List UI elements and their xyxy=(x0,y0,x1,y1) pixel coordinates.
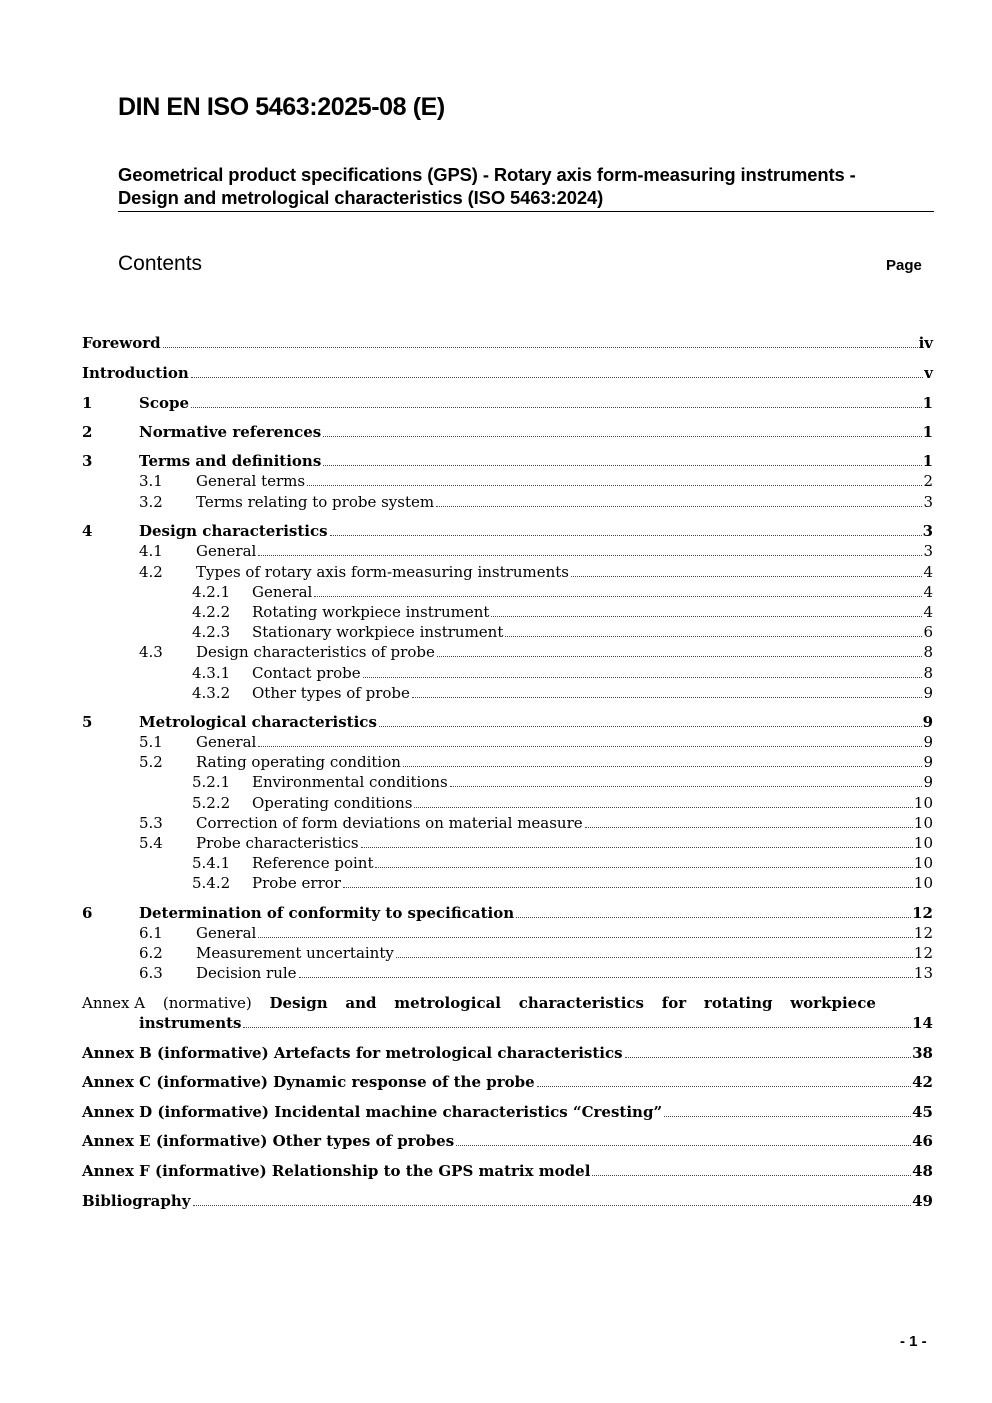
toc-entry-title: Design characteristics of probe xyxy=(196,643,435,661)
toc-entry[interactable] xyxy=(82,1131,933,1151)
toc-entry-title: Operating conditions xyxy=(252,794,413,812)
contents-heading: Contents xyxy=(118,252,203,275)
dot-leader xyxy=(258,746,922,747)
toc-entry-title: Scope xyxy=(139,394,190,412)
annex-a-kind: (normative) xyxy=(162,994,252,1012)
dot-leader xyxy=(396,957,913,958)
dot-leader xyxy=(414,807,912,808)
toc-entry-page: 46 xyxy=(912,1132,933,1150)
toc-entry-number: 4.2 xyxy=(139,563,163,581)
toc-entry-title: Metrological characteristics xyxy=(139,713,377,731)
toc-entry[interactable] xyxy=(82,622,933,642)
toc-entry-number: 3.1 xyxy=(139,472,163,490)
toc-entry-page: 4 xyxy=(923,603,933,621)
toc-entry[interactable] xyxy=(82,521,933,541)
toc-entry-page: 4 xyxy=(923,563,933,581)
toc-entry[interactable] xyxy=(82,582,933,602)
toc-entry-page: 10 xyxy=(913,854,933,872)
toc-entry-number: 5.1 xyxy=(139,733,163,751)
toc-entry-number: 4.2.3 xyxy=(192,623,231,641)
toc-entry-number: 4.3 xyxy=(139,643,163,661)
toc-entry-number: 4.1 xyxy=(139,542,163,560)
toc-entry[interactable] xyxy=(82,853,933,873)
toc-entry-page: 48 xyxy=(912,1162,933,1180)
dot-leader xyxy=(343,887,913,888)
toc-entry[interactable] xyxy=(82,793,933,813)
document-title: DIN EN ISO 5463:2025-08 (E) xyxy=(118,93,445,121)
toc-entry[interactable] xyxy=(82,772,933,792)
dot-leader xyxy=(592,1175,911,1176)
toc-entry[interactable] xyxy=(82,642,933,662)
toc-entry-number: 5.2.1 xyxy=(192,773,231,791)
toc-entry-page: 4 xyxy=(923,583,933,601)
toc-entry-number: 1 xyxy=(82,394,93,412)
toc-entry-title: Design characteristics xyxy=(139,522,328,540)
subtitle-line-1: Geometrical product specifications (GPS) - Rotary axis form-measuring instruments - xyxy=(118,164,856,185)
dot-leader xyxy=(330,535,922,536)
toc-entry[interactable] xyxy=(82,333,933,353)
dot-leader xyxy=(193,1205,912,1206)
toc-entry-title: instruments xyxy=(139,1014,242,1032)
dot-leader xyxy=(191,407,922,408)
dot-leader xyxy=(537,1086,911,1087)
toc-entry-title: Decision rule xyxy=(196,964,297,982)
toc-entry-number: 5.2 xyxy=(139,753,163,771)
toc-entry-page: 9 xyxy=(923,733,933,751)
toc-entry-title: Probe characteristics xyxy=(196,834,359,852)
toc-entry-title: Other types of probe xyxy=(252,684,410,702)
dot-leader xyxy=(299,977,913,978)
annex-a-word: characteristics xyxy=(518,994,645,1012)
toc-entry-page: 12 xyxy=(912,904,933,922)
toc-entry[interactable] xyxy=(82,732,933,752)
toc-entry-page: 13 xyxy=(913,964,933,982)
toc-entry[interactable] xyxy=(82,1191,933,1211)
toc-entry[interactable] xyxy=(82,752,933,772)
toc-entry-page: 38 xyxy=(912,1044,933,1062)
annex-a-word: workpiece xyxy=(790,994,876,1012)
toc-entry-title: Types of rotary axis form-measuring instruments xyxy=(196,563,569,581)
toc-entry-page: 3 xyxy=(922,522,933,540)
toc-entry-page: 2 xyxy=(923,472,933,490)
toc-entry-title: Contact probe xyxy=(252,664,361,682)
toc-entry-page: 3 xyxy=(923,542,933,560)
toc-entry[interactable] xyxy=(82,1161,933,1181)
dot-leader xyxy=(450,786,923,787)
dot-leader xyxy=(412,697,923,698)
toc-entry-annex-a[interactable] xyxy=(82,993,876,1013)
dot-leader xyxy=(379,726,922,727)
toc-entry-page: 10 xyxy=(913,834,933,852)
toc-entry-page: 3 xyxy=(923,493,933,511)
dot-leader xyxy=(243,1027,911,1028)
toc-entry-page: 8 xyxy=(923,664,933,682)
toc-entry-title: Bibliography xyxy=(82,1192,191,1210)
toc-entry[interactable] xyxy=(82,562,933,582)
page-column-label: Page xyxy=(886,257,922,274)
toc-entry-page: 1 xyxy=(922,423,933,441)
dot-leader xyxy=(505,636,922,637)
toc-entry-title: General xyxy=(196,542,257,560)
annex-a-word: Design xyxy=(269,994,328,1012)
dot-leader xyxy=(571,576,922,577)
dot-leader xyxy=(664,1116,911,1117)
toc-entry-page: 9 xyxy=(922,713,933,731)
toc-entry[interactable] xyxy=(82,1102,933,1122)
toc-entry-number: 6.2 xyxy=(139,944,163,962)
toc-entry-title: Measurement uncertainty xyxy=(196,944,394,962)
toc-entry-title: Determination of conformity to specification xyxy=(139,904,515,922)
toc-entry[interactable] xyxy=(82,422,933,442)
toc-entry-number: 4.3.2 xyxy=(192,684,231,702)
toc-entry-page: 9 xyxy=(923,773,933,791)
toc-entry-page: 49 xyxy=(912,1192,933,1210)
toc-entry[interactable] xyxy=(82,663,933,683)
toc-entry-page: 9 xyxy=(923,684,933,702)
toc-entry-title: Foreword xyxy=(82,334,161,352)
toc-entry-number: 5.4.2 xyxy=(192,874,231,892)
toc-entry[interactable] xyxy=(82,963,933,983)
toc-entry-title: Terms and definitions xyxy=(139,452,322,470)
toc-entry-page: v xyxy=(924,364,933,382)
toc-entry-title: Annex F (informative) Relationship to the GPS matrix model xyxy=(82,1162,591,1180)
toc-entry-number: 4.3.1 xyxy=(192,664,231,682)
dot-leader xyxy=(191,377,923,378)
toc-entry[interactable] xyxy=(139,1013,933,1033)
toc-entry-number: 2 xyxy=(82,423,93,441)
toc-entry-title: Annex B (informative) Artefacts for metrological characteristics xyxy=(82,1044,623,1062)
toc-entry-page: 10 xyxy=(913,794,933,812)
toc-entry-number: 5.4 xyxy=(139,834,163,852)
toc-entry[interactable] xyxy=(82,923,933,943)
toc-entry-page: iv xyxy=(918,334,933,352)
toc-entry[interactable] xyxy=(82,683,933,703)
toc-entry-title: Correction of form deviations on material measure xyxy=(196,814,583,832)
dot-leader xyxy=(307,485,922,486)
toc-entry-title: Annex C (informative) Dynamic response of the probe xyxy=(82,1073,535,1091)
toc-entry-page: 10 xyxy=(913,874,933,892)
toc-entry[interactable] xyxy=(82,363,933,383)
toc-entry-number: 3 xyxy=(82,452,93,470)
dot-leader xyxy=(625,1057,912,1058)
page-number: - 1 - xyxy=(900,1333,927,1350)
toc-entry-page: 45 xyxy=(912,1103,933,1121)
dot-leader xyxy=(163,347,918,348)
toc-entry-title: General terms xyxy=(196,472,306,490)
annex-a-word: rotating xyxy=(703,994,773,1012)
toc-entry[interactable] xyxy=(82,813,933,833)
toc-entry-number: 5 xyxy=(82,713,93,731)
toc-entry[interactable] xyxy=(82,943,933,963)
toc-entry[interactable] xyxy=(82,393,933,413)
dot-leader xyxy=(491,616,922,617)
toc-entry-title: Environmental conditions xyxy=(252,773,448,791)
toc-entry-title: General xyxy=(196,733,257,751)
toc-entry-page: 10 xyxy=(913,814,933,832)
toc-entry[interactable] xyxy=(82,492,933,512)
toc-entry-number: 4.2.1 xyxy=(192,583,231,601)
annex-a-word: metrological xyxy=(394,994,501,1012)
toc-entry-title: Annex D (informative) Incidental machine characteristics “Cresting” xyxy=(82,1103,663,1121)
dot-leader xyxy=(323,465,921,466)
toc-entry-title: Probe error xyxy=(252,874,341,892)
dot-leader xyxy=(516,917,911,918)
toc-entry-title: Rating operating condition xyxy=(196,753,401,771)
annex-a-label: Annex A xyxy=(82,994,146,1012)
toc-entry[interactable] xyxy=(82,451,933,471)
toc-entry-number: 6.3 xyxy=(139,964,163,982)
toc-entry-page: 9 xyxy=(923,753,933,771)
toc-entry-page: 8 xyxy=(923,643,933,661)
annex-a-word: and xyxy=(345,994,377,1012)
toc-entry[interactable] xyxy=(82,873,933,893)
toc-entry-number: 5.2.2 xyxy=(192,794,231,812)
toc-entry-title: General xyxy=(196,924,257,942)
toc-entry-page: 1 xyxy=(922,394,933,412)
dot-leader xyxy=(437,656,923,657)
dot-leader xyxy=(314,596,922,597)
toc-entry-page: 6 xyxy=(923,623,933,641)
toc-entry-title: Stationary workpiece instrument xyxy=(252,623,504,641)
toc-entry[interactable] xyxy=(82,833,933,853)
annex-a-word: for xyxy=(661,994,687,1012)
subtitle-line-2: Design and metrological characteristics (ISO 5463:2024) xyxy=(118,187,604,208)
dot-leader xyxy=(363,677,923,678)
toc-entry-title: Introduction xyxy=(82,364,189,382)
toc-entry[interactable] xyxy=(82,602,933,622)
toc-entry-title: General xyxy=(252,583,313,601)
toc-entry[interactable] xyxy=(82,541,933,561)
dot-leader xyxy=(323,436,921,437)
dot-leader xyxy=(361,847,913,848)
toc-entry-page: 42 xyxy=(912,1073,933,1091)
toc-entry[interactable] xyxy=(82,471,933,491)
toc-entry-page: 1 xyxy=(922,452,933,470)
dot-leader xyxy=(436,506,922,507)
toc-entry-title: Rotating workpiece instrument xyxy=(252,603,490,621)
toc-entry-title: Normative references xyxy=(139,423,322,441)
toc-entry-number: 5.4.1 xyxy=(192,854,231,872)
toc-entry-title: Reference point xyxy=(252,854,374,872)
toc-entry-number: 4 xyxy=(82,522,93,540)
toc-entry[interactable] xyxy=(82,1072,933,1092)
dot-leader xyxy=(585,827,913,828)
toc-entry-title: Annex E (informative) Other types of probes xyxy=(82,1132,455,1150)
toc-entry[interactable] xyxy=(82,903,933,923)
dot-leader xyxy=(258,555,922,556)
dot-leader xyxy=(456,1145,911,1146)
toc-entry-page: 12 xyxy=(913,944,933,962)
toc-entry-number: 3.2 xyxy=(139,493,163,511)
dot-leader xyxy=(258,937,913,938)
dot-leader xyxy=(375,867,912,868)
toc-entry[interactable] xyxy=(82,712,933,732)
dot-leader xyxy=(403,766,923,767)
toc-entry[interactable] xyxy=(82,1043,933,1063)
toc-entry-number: 5.3 xyxy=(139,814,163,832)
toc-entry-number: 4.2.2 xyxy=(192,603,231,621)
toc-entry-number: 6 xyxy=(82,904,93,922)
toc-entry-page: 14 xyxy=(912,1014,933,1032)
toc-entry-page: 12 xyxy=(913,924,933,942)
toc-entry-title: Terms relating to probe system xyxy=(196,493,435,511)
toc-entry-number: 6.1 xyxy=(139,924,163,942)
